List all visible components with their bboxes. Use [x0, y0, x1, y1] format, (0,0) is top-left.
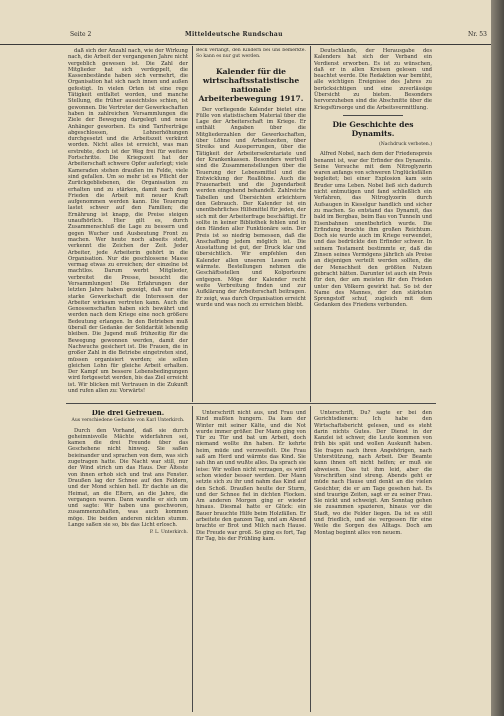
column-divider — [310, 406, 311, 712]
story-body: Unterschrift, Du? sagte er bei den Gerichtsdienern: Ich habe den Wirtschaftsbericht gelesen, und es steht darin nichts Gutes. Der Dienst in der Kanzlei ist schwer, die Leute kommen von früh bis spät und wollen Auskunft haben. Sie fragen nach ihren Angehörigen, nach Unterstützung, nach Arbeit. Der Beamte kann ihnen oft nicht helfen; er muß sie abweisen. Das tut ihm leid, aber die Vorschriften sind streng. Abends geht er müde nach Hause und denkt an die vielen Gesichter, die er am Tage gesehen hat. Es sind traurige Zeiten, sagt er zu seiner Frau. Sie nickt und schweigt. Am Sonntag gehen sie zusammen spazieren, hinaus vor die Stadt, wo die Felder liegen. Da ist es still und friedlich, und sie vergessen für eine Weile die Sorgen des Alltags. Doch am Montag beginnt alles von neuem. — [314, 410, 432, 536]
article-body: Deutschlands, der Herausgabe des Kalenders hat sich der Verband ein Verdienst erworben. Es ist zu wünschen, daß er in allen Kreisen gelesen und beachtet werde. Die Redaktion war bemüht, alle wichtigen Ereignisse des Jahres zu berücksichtigen und eine zuverlässige Übersicht zu bieten. Besonders hervorzuheben sind die Abschnitte über die Kriegsfürsorge und die Arbeitsvermittlung. — [314, 48, 432, 111]
story-title: Die drei Gefreuen. — [91, 410, 165, 417]
column-divider — [192, 46, 193, 402]
section-divider — [66, 403, 436, 404]
column-center-top — [196, 48, 306, 400]
column-divider — [310, 46, 311, 402]
column-right-top — [314, 48, 432, 400]
page-header — [0, 30, 491, 45]
story-body: Unterschrift nicht aus, und Frau und Kind mußten hungern. Da kam der Winter mit seiner Kälte, und die Not wurde immer größer. Der Mann ging von Tür zu Tür und bat um Arbeit, doch niemand wollte ihn haben. Er kehrte heim, müde und verzweifelt. Die Frau saß am Herd und wärmte das Kind. Sie sah ihn an und wußte alles. Da sprach sie leise: Wir wollen nicht verzagen, es wird schon wieder besser werden. Der Mann setzte sich zu ihr und nahm das Kind auf den Schoß. Draußen heulte der Sturm, und der Schnee fiel in dichten Flocken. Am anderen Morgen ging er wieder hinaus. Diesmal hatte er Glück: ein Bauer brauchte Hilfe beim Holzfällen. Er arbeitete den ganzen Tag, und am Abend brachte er Brot und Milch nach Hause. Die Freude war groß. So ging es fort, Tag für Tag, bis der Frühling kam. — [196, 410, 306, 542]
kalender-article-title: Kalender für die wirtschaftsstatistische nationale Arbeiterbewegung 1917. — [198, 66, 304, 103]
article-body: daß sich der Anzahl nach, wie der Wirkung nach, die Arbeit der vergangenen Jahre nicht vergeblich gewesen ist. Die Zahl der Mitglieder hat sich verdoppelt, die Kassenbestände haben sich vermehrt, die Organisation hat sich nach innen und außen gefestigt. In vielen Orten ist eine rege Tätigkeit entfaltet worden, und manche Stellung, die früher aussichtslos schien, ist gewonnen. Die Vertreter der Gewerkschaften haben in zahlreichen Versammlungen die Ziele der Bewegung dargelegt und neue Anhänger geworben. Es sind Tarifverträge abgeschlossen, Lohnerhöhungen durchgesetzt und die Arbeitszeit verkürzt worden. Nicht alles ist erreicht, was man erstrebte, doch ist der Weg frei für weitere Fortschritte. Die Kriegszeit hat der Arbeiterschaft schwere Opfer auferlegt; viele Kameraden stehen draußen im Felde, viele sind gefallen. Um so mehr ist es Pflicht der Zurückgebliebenen, die Organisation zu erhalten und zu stärken, damit nach dem Frieden die Arbeit mit neuer Kraft aufgenommen werden kann. Die Teuerung lastet schwer auf den Familien; die Ernährung ist knapp, die Preise steigen unaufhörlich. Hier gilt es, durch Zusammenschluß die Lage zu bessern und gegen Wucher und Ausbeutung Front zu machen. Wer heute noch abseits steht, verkennt die Zeichen der Zeit. Jeder Arbeiter, jede Arbeiterin gehört in die Organisation. Nur die geschlossene Masse vermag etwas zu erreichen; der einzelne ist machtlos. Darum werbt Mitglieder, verbreitet die Presse, besucht die Versammlungen! Die Erfahrungen der letzten Jahre haben gezeigt, daß nur eine starke Gewerkschaft die Interessen der Arbeiter wirksam vertreten kann. Auch die Genossenschaften haben sich bewährt und werden nach dem Kriege eine noch größere Bedeutung erlangen. In den Betrieben muß überall der Gedanke der Solidarität lebendig bleiben. Die Jugend muß frühzeitig für die Bewegung gewonnen werden, damit der Nachwuchs gesichert ist. Die Frauen, die in großer Zahl in die Betriebe eingetreten sind, müssen organisiert werden; sie sollen gleichen Lohn für gleiche Arbeit erhalten. Der Kampf um bessere Lebensbedingungen wird fortgesetzt werden, bis das Ziel erreicht ist. Wir blicken mit Vertrauen in die Zukunft und rufen allen zu: Vorwärts! — [68, 48, 188, 395]
column-divider — [192, 406, 193, 712]
story-column-right — [314, 410, 432, 710]
kalender-article-body: Der vorliegende Kalender bietet eine Fülle von statistischem Material über die Lage der Arbeiterschaft im Kriege. Er enthält Angaben über die Mitgliederzahlen der Gewerkschaften, über Löhne und Arbeitszeiten, über Streiks und Aussperrungen, über die Tätigkeit der Arbeitersekretariate und der Krankenkassen. Besonders wertvoll sind die Zusammenstellungen über die Teuerung der Lebensmittel und die Entwicklung der Reallöhne. Auch die Frauenarbeit und die Jugendarbeit werden eingehend behandelt. Zahlreiche Tabellen und Übersichten erleichtern den Gebrauch. Der Kalender ist ein unentbehrliches Hilfsmittel für jeden, der sich mit der Arbeiterfrage beschäftigt. Er sollte in keiner Bibliothek fehlen und in den Händen aller Funktionäre sein. Der Preis ist so niedrig bemessen, daß die Anschaffung jedem möglich ist. Die Ausstattung ist gut, der Druck klar und übersichtlich. Wir empfehlen den Kalender allen unseren Lesern aufs wärmste. Bestellungen nehmen die Geschäftsstellen und Kolporteure entgegen. Möge der Kalender recht weite Verbreitung finden und zur Aufklärung der Arbeiterschaft beitragen. Er zeigt, was durch Organisation erreicht wurde und was noch zu erreichen bleibt. — [196, 106, 306, 308]
reprint-note: (Nachdruck verboten.) — [379, 141, 432, 147]
page-number-left: Seite 2 — [70, 31, 92, 38]
page-number-right: Nr. 53 — [468, 31, 487, 38]
story-body: Durch den Vorhand, daß sie durch geheimnisvolle Mächte widerfahren sei, kamen die drei Freunde über das Geschehene nicht hinweg. Sie saßen beieinander und sprachen von dem, was sich zugetragen hatte. Die Nacht war still, nur der Wind strich um das Haus. Der Älteste von ihnen erhob sich und trat ans Fenster. Draußen lag der Schnee auf den Feldern, und der Mond schien hell. Er dachte an die Heimat, an die Eltern, an die Jahre, die vergangen waren. Dann wandte er sich um und sagte: Wir haben uns geschworen, zusammenzuhalten, was auch kommen möge. Die beiden anderen nickten stumm. Lange saßen sie so, bis das Licht erlosch. — [68, 427, 188, 529]
dynamit-article-body: Alfred Nobel, nach dem der Friedenspreis benannt ist, war der Erfinder des Dynamits. Seine Versuche mit dem Nitroglyzerin waren anfangs von schweren Unglücksfällen begleitet; bei einer Explosion kam sein Bruder ums Leben. Nobel ließ sich dadurch nicht entmutigen und fand schließlich ein Verfahren, das Nitroglyzerin durch Aufsaugen in Kieselgur handlich und sicher zu machen. So entstand das Dynamit, das bald im Bergbau, beim Bau von Tunneln und Eisenbahnen unentbehrlich wurde. Die Erfindung brachte ihm großen Reichtum. Doch sie wurde auch im Kriege verwendet, und das bedrückte den Erfinder schwer. In seinem Testament bestimmte er, daß die Zinsen seines Vermögens jährlich als Preise an diejenigen verteilt werden sollten, die der Menschheit den größten Nutzen gebracht hätten. Darunter ist auch ein Preis für den, der am meisten für den Frieden unter den Völkern gewirkt hat. So ist der Name des Mannes, der den stärksten Sprengstoff schuf, zugleich mit dem Gedanken des Friedens verbunden. — [314, 151, 432, 309]
column-left-top — [68, 48, 188, 396]
story-column-left — [68, 410, 188, 710]
story-column-mid — [196, 410, 306, 710]
article-body: Beck verlangt, den Kindern bei uns bemerkte. So kann es nur gut werden. — [196, 48, 306, 60]
book-edge — [491, 0, 504, 716]
story-subtitle: Aus verschiedene Gedichte von Karl Unterkirch. — [71, 418, 185, 424]
story-signature: P. L. Unterkirch. — [149, 530, 188, 536]
article-separator — [343, 115, 403, 116]
masthead: Mitteldeutsche Rundschau — [185, 31, 283, 38]
dynamit-article-title: Die Geschichte des Dynamits. — [332, 119, 414, 138]
